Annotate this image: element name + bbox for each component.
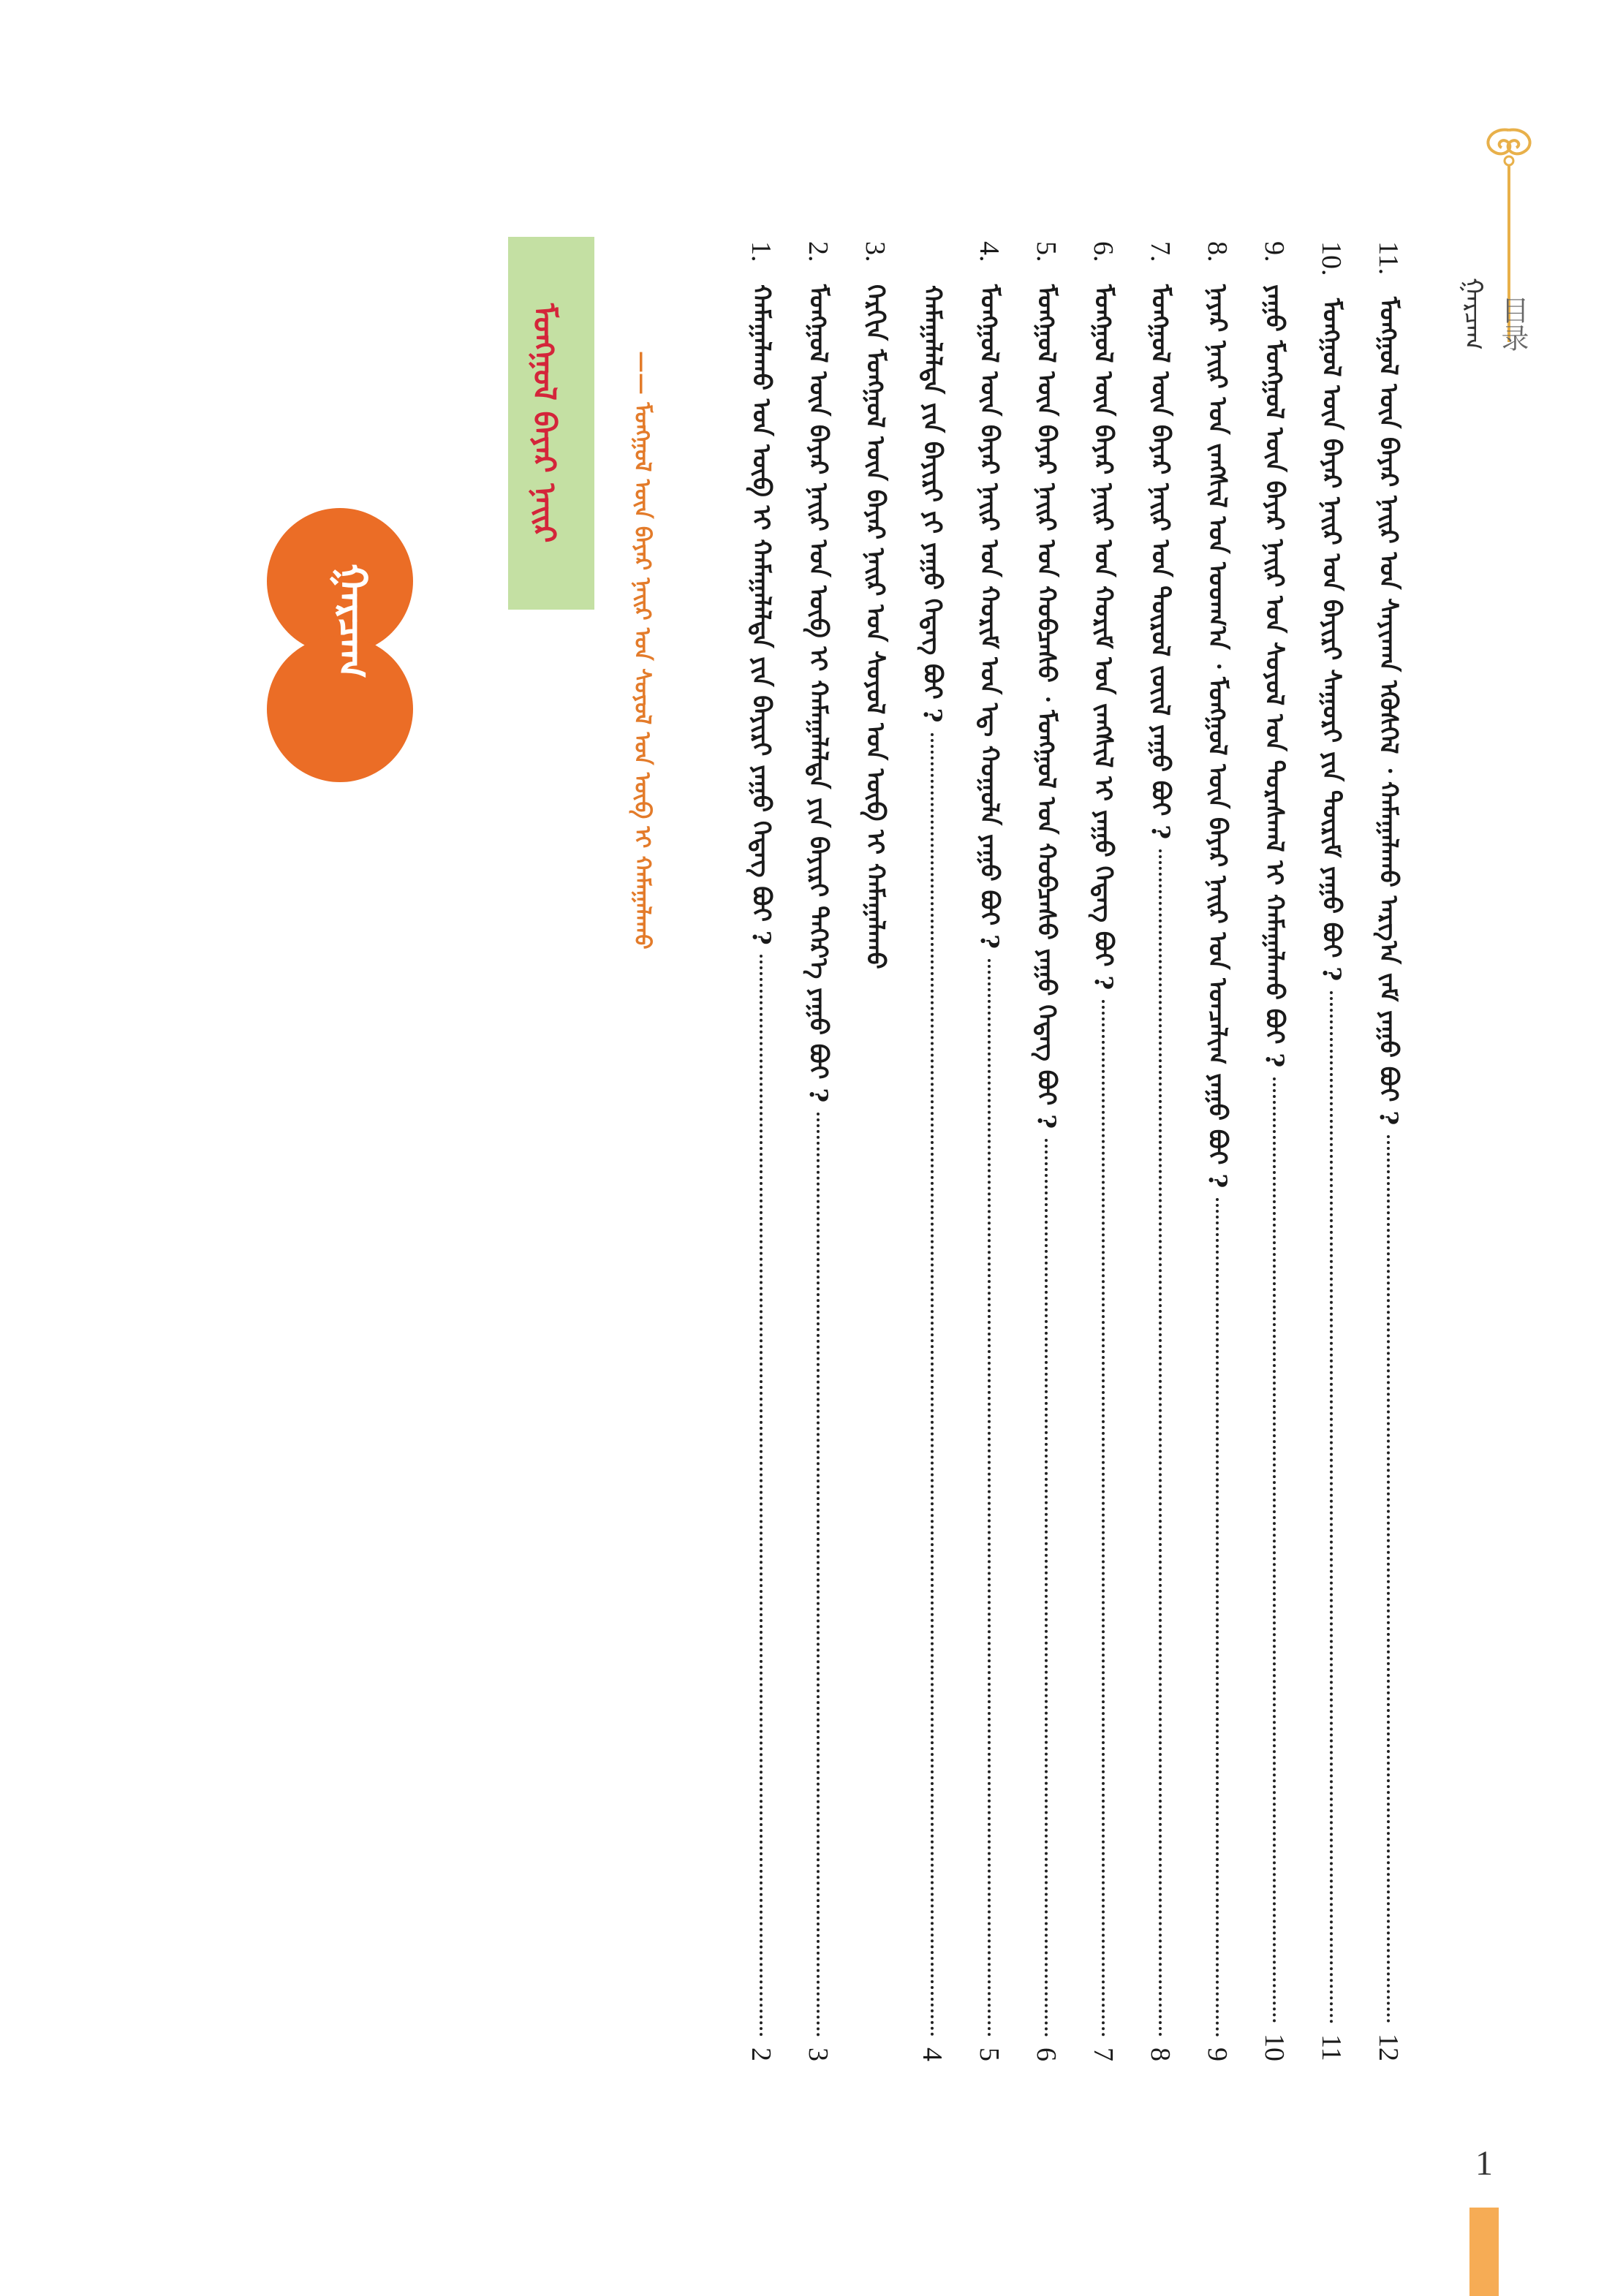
page-marker-bar xyxy=(1469,2208,1499,2296)
toc-item[interactable] xyxy=(1252,241,1297,2061)
toc-item-title: ᠮᠣᠩᠭᠣᠯ ᠦᠨ ᠪᠠᠶᠠᠷ ᠨᠠᠢᠷ ᠤᠨ ᠬᠤᠷᠢᠮ ᠤᠨ ᠡᠳ᠋ ᠬᠣᠭᠣᠯᠠ ᠶᠠᠭᠤ ᠪᠤᠢ ? xyxy=(975,284,1004,949)
toc-item-number: 9. xyxy=(1259,241,1290,262)
toc-leader-dots xyxy=(1387,1135,1390,2023)
toc-item-page: 3 xyxy=(803,2047,833,2061)
section-subtitle: —— ᠮᠣᠩᠭᠣᠯ ᠦᠨ ᠪᠠᠶᠠᠷ ᠨᠠᠢᠷ ᠤᠨ ᠰᠣᠶᠣᠯ ᠤᠨ ᠦᠪ ᠢ ᠬᠠᠮᠠᠭᠠᠯᠠᠬᠤ xyxy=(629,351,655,950)
circle-label-box xyxy=(296,526,428,716)
toc-item[interactable] xyxy=(1309,241,1354,2061)
toc-item-page: 7 xyxy=(1088,2047,1119,2061)
toc-item-number: 4. xyxy=(974,241,1005,262)
toc-item[interactable] xyxy=(1024,241,1069,2061)
toc-leader-dots xyxy=(760,955,763,2037)
toc-item-number: 6. xyxy=(1088,241,1119,262)
toc-item-page: 10 xyxy=(1259,2034,1290,2061)
toc-item-page: 4 xyxy=(917,2047,947,2061)
toc-item-title: ᠮᠣᠩᠭᠣᠯ ᠦᠨ ᠪᠠᠶᠠᠷ ᠨᠠᠢᠷ ᠤᠨ ᠦᠪ ᠢ ᠬᠠᠮᠠᠭᠠᠯᠠᠯᠲᠠ ᠶᠢᠨ ᠪᠠᠶᠢᠷᠢ ᠳᠡᠭᠡᠷ᠎ᠡ ᠶᠠᠭᠤ ᠪᠤᠢ ? xyxy=(803,284,833,1102)
toc-item-number: 5. xyxy=(1031,241,1062,262)
toc-item-title: ᠮᠣᠩᠭᠣᠯ ᠦᠨ ᠪᠠᠶᠠᠷ ᠨᠠᠢᠷ ᠤᠨ ᠰᠠᠶᠢᠬᠠᠨ ᠡᠭᠦᠰᠬᠡᠯ ᠂ ᠬᠠᠮᠠᠭᠠᠯᠠᠬᠤ ᠠᠷᠭ᠎ᠠ ᠵᠠᠮ ᠶᠠᠭᠤ ᠪᠤᠢ ? xyxy=(1374,297,1403,1126)
toc-item-title: ᠮᠣᠩᠭᠣᠯ ᠦᠨ ᠪᠠᠶᠠᠷ ᠨᠠᠢᠷ ᠤᠨ ᠲᠦᠷᠦᠯ ᠵᠦᠢᠯ ᠶᠠᠭᠤ ᠪᠤᠢ ? xyxy=(1146,284,1175,839)
toc-leader-dots xyxy=(817,1113,820,2037)
toc-item-title: ᠬᠠᠮᠠᠭᠠᠯᠠᠬᠤ ᠤᠨ ᠦᠪ ᠢ ᠬᠠᠮᠠᠭᠠᠯᠠᠯᠲᠠ ᠶᠢᠨ ᠪᠠᠶᠢᠷᠢ ᠶᠠᠭᠤ ᠭᠡᠳᠡᠭ ᠪᠤᠢ ? xyxy=(746,284,776,945)
header-label-chinese: 目录 xyxy=(1497,296,1529,352)
toc-item-title: ᠮᠣᠩᠭᠣᠯ ᠦᠨ ᠪᠠᠶᠠᠷ ᠨᠠᠢᠷ ᠤᠨ ᠬᠤᠪᠴᠠᠰᠤ ᠂ ᠮᠣᠩᠭᠣᠯ ᠤᠨ ᠬᠤᠪᠴᠠᠰᠤ ᠶᠠᠭᠤ ᠭᠡᠳᠡᠭ ᠪᠤᠢ ? xyxy=(1032,284,1061,1129)
toc-leader-dots xyxy=(1216,1198,1219,2037)
toc-item[interactable] xyxy=(966,241,1012,2061)
toc-item-page: 8 xyxy=(1145,2047,1176,2061)
toc-item[interactable] xyxy=(1366,241,1411,2061)
toc-leader-dots xyxy=(988,959,991,2037)
toc-item-title: ᠨᠠᠶᠠᠷ ᠨᠠᠢᠷ ᠤᠨ ᠵᠠᠩᠰᠢᠯ ᠤᠨ ᠤᠳᠬ᠎ᠠ ᠂ ᠮᠣᠩᠭᠣᠯ ᠦᠨ ᠪᠠᠶᠠᠷ ᠨᠠᠢᠷ ᠤᠨ ᠣᠨᠴᠠᠯᠢᠭ ᠶᠠᠭᠤ ᠪᠤᠢ ? xyxy=(1203,284,1232,1188)
toc-item[interactable] xyxy=(1138,241,1183,2061)
toc-leader-dots xyxy=(931,733,934,2037)
toc-item-number: 8. xyxy=(1202,241,1233,262)
section-title-box xyxy=(508,237,594,610)
toc-item-continuation[interactable] xyxy=(909,241,955,2061)
page-number: 1 xyxy=(1475,2144,1493,2183)
toc-item[interactable] xyxy=(795,241,841,2061)
toc-item[interactable] xyxy=(852,241,898,2061)
toc-item[interactable] xyxy=(1195,241,1240,2061)
toc-leader-dots xyxy=(1330,991,1333,2025)
toc-item-number: 2. xyxy=(803,241,833,262)
toc-item-page: 11 xyxy=(1316,2034,1347,2061)
toc-item-number: 3. xyxy=(860,241,890,262)
toc-item[interactable] xyxy=(1081,241,1126,2061)
toc-item-number: 11. xyxy=(1373,241,1404,276)
header-label-mongolian: ᠭᠠᠷᠴᠠᠭ xyxy=(1459,278,1488,350)
toc-item-page: 2 xyxy=(746,2047,776,2061)
toc-item[interactable] xyxy=(738,241,784,2061)
toc-item-number: 1. xyxy=(746,241,776,262)
section-title: ᠮᠣᠩᠭᠣᠯ ᠪᠠᠶᠠᠷ ᠨᠠᠢᠷ xyxy=(526,303,563,543)
toc-item-title: ᠮᠣᠩᠭᠣᠯ ᠦᠨ ᠪᠠᠶᠠᠷ ᠨᠠᠢᠷ ᠤᠨ ᠬᠤᠷᠢᠮ ᠤᠨ ᠵᠠᠩᠰᠢᠯ ᠢ ᠶᠠᠭᠤ ᠭᠡᠳᠡᠭ ᠪᠤᠢ ? xyxy=(1089,284,1118,990)
toc-item-number: 7. xyxy=(1145,241,1176,262)
circle-label: ᠭᠠᠷᠴᠠᠭ xyxy=(329,564,377,679)
toc-leader-dots xyxy=(1273,1077,1276,2023)
toc-leader-dots xyxy=(1102,1000,1105,2037)
toc-item-page: 9 xyxy=(1202,2047,1233,2061)
toc-leader-dots xyxy=(1159,849,1162,2037)
toc-leader-dots xyxy=(1045,1139,1048,2037)
toc-item-number: 10. xyxy=(1316,241,1347,276)
toc-item-title: ᠶᠠᠭᠤ ᠮᠣᠩᠭᠣᠯ ᠦᠨ ᠪᠠᠶᠠᠷ ᠨᠠᠢᠷ ᠤᠨ ᠰᠣᠶᠣᠯ ᠤᠨ ᠳᠤᠷᠠᠰᠬᠠᠯ ᠢ ᠬᠠᠮᠠᠭᠠᠯᠠᠬᠤ ᠪᠤᠢ ? xyxy=(1260,284,1289,1067)
toc-item-page: 12 xyxy=(1373,2034,1404,2061)
toc-item-title: ᠬᠡᠷᠬᠢᠨ ᠮᠣᠩᠭᠣᠯ ᠦᠨ ᠪᠠᠶᠠᠷ ᠨᠠᠢᠷ ᠤᠨ ᠰᠣᠶᠣᠯ ᠤᠨ ᠦᠪ ᠢ ᠬᠠᠮᠠᠭᠠᠯᠠᠬᠤ xyxy=(860,284,890,969)
toc-item-title: ᠬᠠᠮᠠᠭᠠᠯᠠᠯᠲᠠ ᠶᠢᠨ ᠪᠠᠶᠢᠷᠢ ᠶᠢ ᠶᠠᠭᠤ ᠭᠡᠳᠡᠭ ᠪᠤᠢ ? xyxy=(918,285,947,723)
toc-item-page: 5 xyxy=(974,2047,1005,2061)
toc-item-title: ᠮᠣᠩᠭᠣᠯ ᠦᠨ ᠪᠠᠶᠠᠷ ᠨᠠᠢᠷ ᠤᠨ ᠪᠠᠶᠢᠷᠢ ᠰᠠᠭᠤᠷᠢ ᠶᠢᠨ ᠳᠦᠷᠢᠮ ᠶᠠᠭᠤ ᠪᠤᠢ ? xyxy=(1317,298,1346,981)
toc-item-page: 6 xyxy=(1031,2047,1062,2061)
